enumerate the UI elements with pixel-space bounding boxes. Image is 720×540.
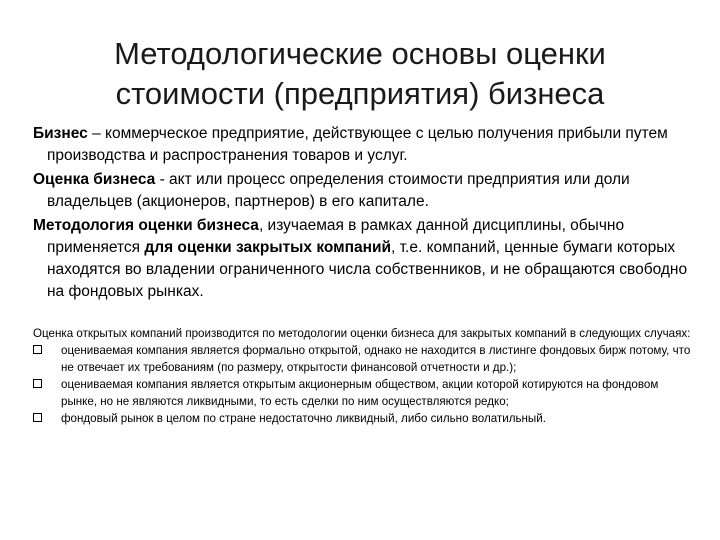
- list-item-text: оцениваемая компания является открытым акционерным обществом, акции которой котируются на фондовом рынке, но не являются ликвидными, то есть сделки по ним осуществляются редко;: [61, 378, 659, 408]
- definition-text: , изучаемая в рамках данной дисциплины, обычно применяется: [47, 217, 625, 256]
- checkbox-bullet-icon: [33, 413, 42, 422]
- definition-term: Оценка бизнеса: [33, 171, 156, 188]
- definition-term: Методология оценки бизнеса: [33, 217, 259, 234]
- list-item-text: фондовый рынок в целом по стране недостаточно ликвидный, либо сильно волатильный.: [61, 412, 546, 425]
- checkbox-bullet-icon: [33, 379, 42, 388]
- note-bullet-list: [33, 342, 693, 427]
- definition-text: - акт или процесс определения стоимости предприятия или доли владельцев (акционеров, партнеров) в его капитале.: [47, 171, 630, 210]
- list-item: [33, 342, 693, 376]
- list-item: [33, 376, 693, 410]
- title-line-1: Методологические основы оценки: [114, 36, 606, 71]
- definition-term: Бизнес: [33, 125, 88, 142]
- list-item-text: оцениваемая компания является формально открытой, однако не находится в листинге фондовых бирж потому, что не отвечает их требованиям (по размеру, открытости финансовой отчетности и др.);: [61, 344, 691, 374]
- title-line-2: стоимости (предприятия) бизнеса: [115, 76, 605, 111]
- definition-text: – коммерческое предприятие, действующее с целью получения прибыли путем производства и распространения товаров и услуг.: [47, 125, 668, 164]
- definition-methodology: [33, 215, 693, 303]
- note-lead: Оценка открытых компаний производится по методологии оценки бизнеса для закрытых компаний в следующих случаях:: [33, 327, 691, 340]
- definition-business-valuation: [33, 169, 693, 213]
- list-item: [33, 410, 693, 427]
- definition-emphasis: для оценки закрытых компаний: [144, 239, 392, 256]
- open-companies-note: [33, 325, 693, 427]
- slide-title: [0, 34, 720, 114]
- definition-business: [33, 123, 693, 167]
- definition-text: , т.е. компаний, ценные бумаги которых находятся во владении ограниченного числа собственников, и не обращаются свободно на фондовых рынках.: [47, 239, 688, 300]
- checkbox-bullet-icon: [33, 345, 42, 354]
- definitions-block: [33, 123, 693, 305]
